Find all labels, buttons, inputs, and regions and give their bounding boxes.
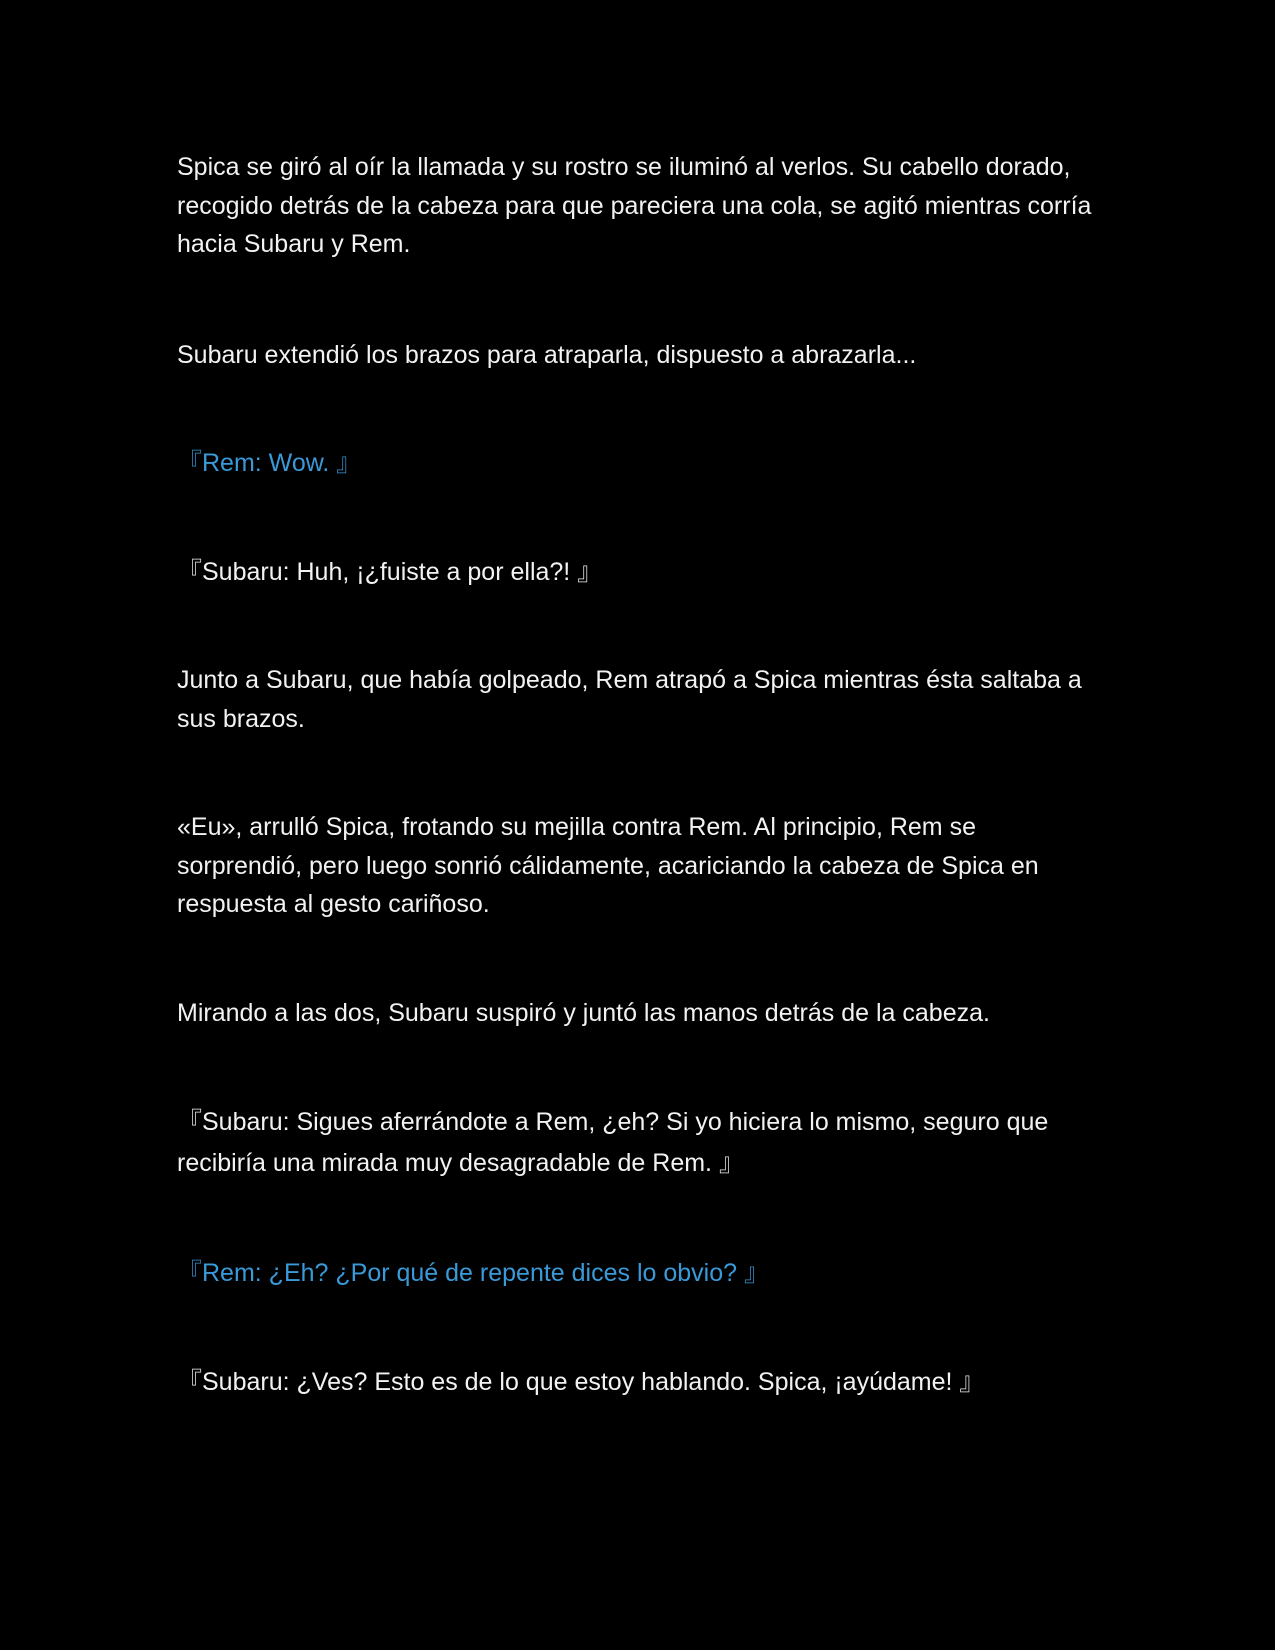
paragraph-narration: Subaru extendió los brazos para atraparla, dispuesto a abrazarla... — [177, 340, 917, 369]
dialogue-subaru: 『Subaru: Huh, ¡¿fuiste a por ella?! 』 — [177, 557, 603, 586]
dialogue-subaru: 『Subaru: ¿Ves? Esto es de lo que estoy hablando. Spica, ¡ayúdame! 』 — [177, 1367, 985, 1396]
dialogue-rem: 『Rem: ¿Eh? ¿Por qué de repente dices lo obvio? 』 — [177, 1259, 769, 1287]
dialogue-subaru: 『Subaru: Sigues aferrándote a Rem, ¿eh? Si yo hiciera lo mismo, seguro que recibiría una mirada muy desagradable de Rem. 』 — [177, 1108, 1049, 1177]
paragraph-narration: Junto a Subaru, que había golpeado, Rem atrapó a Spica mientras ésta saltaba a sus brazos. — [177, 666, 1082, 733]
paragraph-narration: «Eu», arrulló Spica, frotando su mejilla contra Rem. Al principio, Rem se sorprendió, pero luego sonrió cálidamente, acariciando la cabeza de Spica en respuesta al gesto cariñoso. — [177, 813, 1039, 918]
dialogue-rem: 『Rem: Wow. 』 — [177, 449, 362, 477]
paragraph-narration: Mirando a las dos, Subaru suspiró y juntó las manos detrás de la cabeza. — [177, 998, 990, 1027]
story-text — [177, 148, 1097, 1401]
paragraph-narration: Spica se giró al oír la llamada y su rostro se iluminó al verlos. Su cabello dorado, recogido detrás de la cabeza para que pareciera una cola, se agitó mientras corría hacia Subaru y Rem. — [177, 153, 1092, 258]
